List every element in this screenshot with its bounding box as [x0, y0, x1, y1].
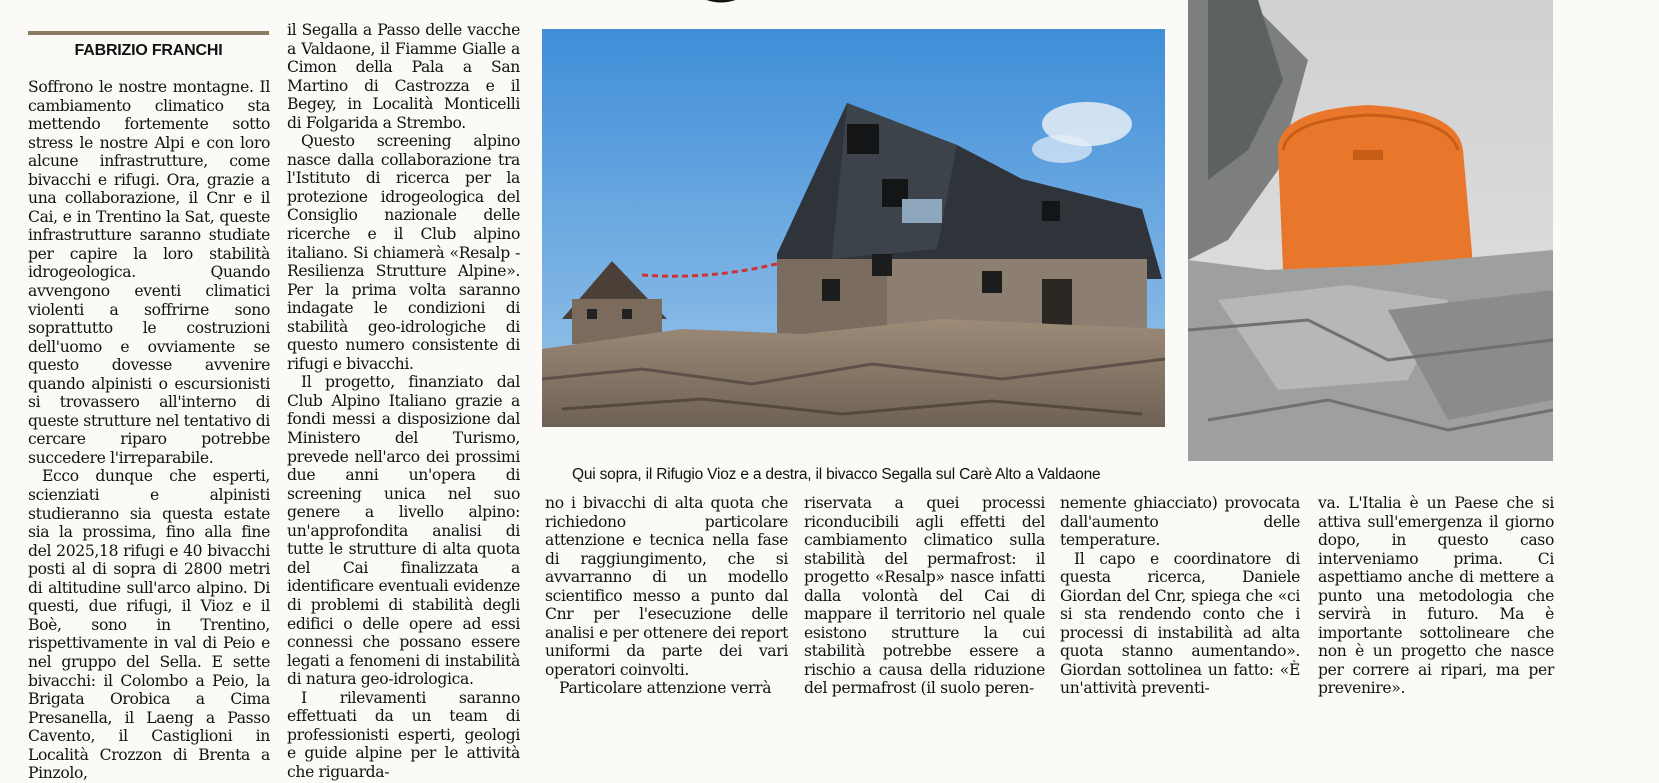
rifugio-illustration — [542, 29, 1165, 427]
headline-fragment — [676, 0, 766, 10]
text-column-1 — [28, 78, 270, 783]
paragraph: Il capo e coordinatore di questa ricerca, Daniele Giordan del Cnr, spiega che «ci si sta rendendo conto che i processi di instabilità ad alta quota stanno aumentando». Giordan sottolinea un fatto: «È un'attività preventi- — [1060, 549, 1300, 698]
photo-bivacco-segalla — [1188, 0, 1553, 461]
paragraph: Questo screening alpino nasce dalla collaborazione tra l'Istituto di ricerca per la protezione idrogeologica del Consiglio nazionale delle ricerche e il Club alpino italiano. Si chiamerà «Resalp - Resilienza Strutture Alpine». Per la prima volta saranno indagate le condizioni di stabilità geo-idrologiche di questo numero consistente di rifugi e bivacchi. — [287, 132, 520, 373]
paragraph: Particolare attenzione verrà — [559, 679, 772, 698]
text-column-5 — [1060, 494, 1300, 698]
text-column-2 — [287, 21, 520, 781]
text-column-6 — [1318, 494, 1554, 698]
photo-rifugio-vioz — [542, 29, 1165, 427]
paragraph: Il progetto, finanziato dal Club Alpino Italiano grazie a fondi messi a disposizione dal Ministero del Turismo, prevede nell'arco dei prossimi due anni un'opera di screening unica nel suo genere a livello alpino: un'approfondita analisi di tutte le strutture di alta quota del Cai finalizzata a identificare eventuali evidenze di problemi di stabilità degli edifici o delle opere ad essi connessi che possano essere legati a fenomeni di instabilità di natura geo-idrologica. — [287, 373, 520, 689]
paragraph: nemente ghiacciato) provocata dall'aumento delle temperature. — [1060, 494, 1300, 550]
paragraph: riservata a quei processi riconducibili agli effetti del cambiamento climatico sulla stabilità del permafrost: il progetto «Resalp» nasce infatti dalla volontà del Cai di mappare il territorio nel quale esistono strutture la cui stabilità potrebbe essere a rischio a causa della riduzione del permafrost (il suolo peren- — [804, 494, 1045, 698]
paragraph: Soffrono le nostre montagne. Il cambiamento climatico sta mettendo fortemente sotto stress le nostre Alpi e con loro alcune infrastrutture, come bivacchi e rifugi. Ora, grazie a una collaborazione, il Cnr e il Cai, e in Trentino la Sat, queste infrastrutture saranno studiate per capire la loro stabilità idrogeologica. Quando avvengono eventi climatici violenti a soffrirne sono soprattutto le costruzioni dell'uomo e ovviamente se questo dovesse avvenire quando alpinisti o escursionisti si trovassero all'interno di queste strutture nel tentativo di cercare riparo potrebbe succedere l'irreparabile. — [28, 78, 270, 467]
text-column-4 — [804, 494, 1045, 698]
paragraph: I rilevamenti saranno effettuati da un team di professionisti esperti, geologi e guide alpine per le attività che riguarda- — [287, 688, 520, 781]
byline-rule — [28, 31, 269, 35]
byline: FABRIZIO FRANCHI — [74, 42, 223, 59]
paragraph: va. L'Italia è un Paese che si attiva sull'emergenza il giorno dopo, in questo caso interveniamo prima. Ci aspettiamo anche di mettere a punto una metodologia che servirà in futuro. Ma è importante sottolineare che non è un progetto che nasce per correre ai ripari, ma per prevenire». — [1318, 494, 1554, 698]
photo-caption: Qui sopra, il Rifugio Vioz e a destra, il bivacco Segalla sul Carè Alto a Valdaone — [572, 466, 1101, 483]
paragraph: Ecco dunque che esperti, scienziati e alpinisti studieranno sia questa estate sia la prossima, fino alla fine del 2025,18 rifugi e 40 bivacchi posti al di sopra di 2800 metri di altitudine sull'arco alpino. Di questi, due rifugi, il Vioz e il Boè, sono in Trentino, rispettivamente in val di Peio e nel gruppo del Sella. E sette bivacchi: il Colombo a Peio, la Brigata Orobica a Cima Presanella, il Laeng a Passo Cavento, il Castiglioni in Località Crozzon di Brenta a Pinzolo, — [28, 467, 270, 783]
paragraph: no i bivacchi di alta quota che richiedono particolare attenzione e tecnica nella fase di raggiungimento, che si avvarranno di un modello scientifico messo a punto dal Cnr per l'esecuzione delle analisi e per ottenere dei report uniformi da parte dei vari operatori coinvolti. — [545, 494, 788, 679]
paragraph: il Segalla a Passo delle vacche a Valdaone, il Fiamme Gialle a Cimon della Pala a San Martino di Castrozza e il Begey, in Località Monticelli di Folgarida a Strembo. — [287, 21, 520, 132]
bivacco-illustration — [1188, 0, 1553, 461]
text-column-3 — [545, 494, 788, 698]
